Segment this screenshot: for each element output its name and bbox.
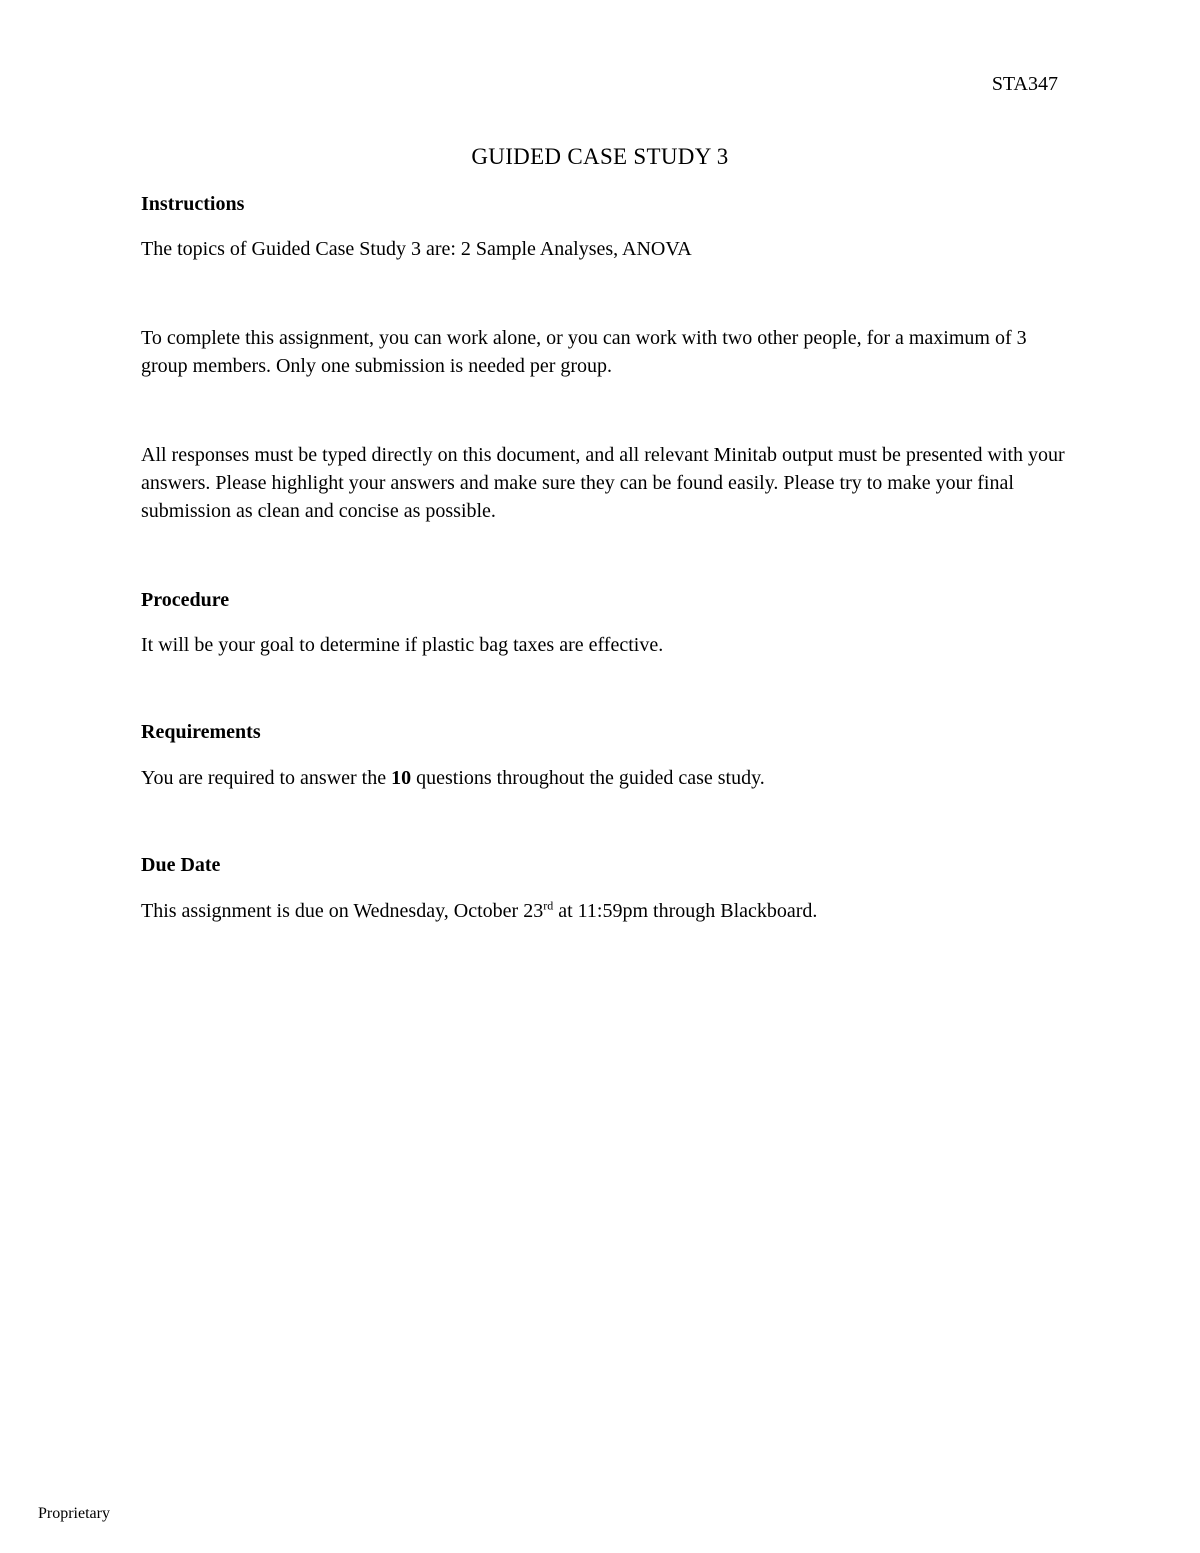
due-date-ordinal-suffix: rd bbox=[543, 898, 554, 913]
instructions-group-paragraph: To complete this assignment, you can work alone, or you can work with two other people, for a maximum of 3 group members. Only one submission is needed per group. bbox=[141, 327, 1027, 377]
requirements-paragraph bbox=[141, 764, 1061, 792]
due-date-text-after: at 11:59pm through Blackboard. bbox=[553, 900, 818, 922]
question-count: 10 bbox=[391, 767, 412, 789]
due-date-heading: Due Date bbox=[141, 854, 221, 876]
course-code: STA347 bbox=[991, 73, 1058, 95]
document-title: GUIDED CASE STUDY 3 bbox=[471, 144, 729, 169]
instructions-topics-paragraph: The topics of Guided Case Study 3 are: 2 Sample Analyses, ANOVA bbox=[141, 238, 692, 260]
requirements-heading: Requirements bbox=[141, 721, 261, 743]
procedure-heading: Procedure bbox=[141, 589, 230, 611]
requirements-text-before: You are required to answer the bbox=[141, 767, 392, 789]
due-date-text-before: This assignment is due on Wednesday, October 23 bbox=[141, 900, 544, 922]
instructions-submission-paragraph: All responses must be typed directly on this document, and all relevant Minitab output must be presented with your answers. Please highlight your answers and make sure they can be found easily. Please try to make your final submission as clean and concise as possible. bbox=[141, 444, 1065, 522]
footer-label: Proprietary bbox=[38, 1505, 110, 1522]
requirements-text-after: questions throughout the guided case study. bbox=[411, 767, 765, 789]
instructions-heading: Instructions bbox=[141, 193, 245, 215]
due-date-paragraph bbox=[141, 897, 1061, 925]
procedure-paragraph: It will be your goal to determine if plastic bag taxes are effective. bbox=[141, 634, 664, 656]
